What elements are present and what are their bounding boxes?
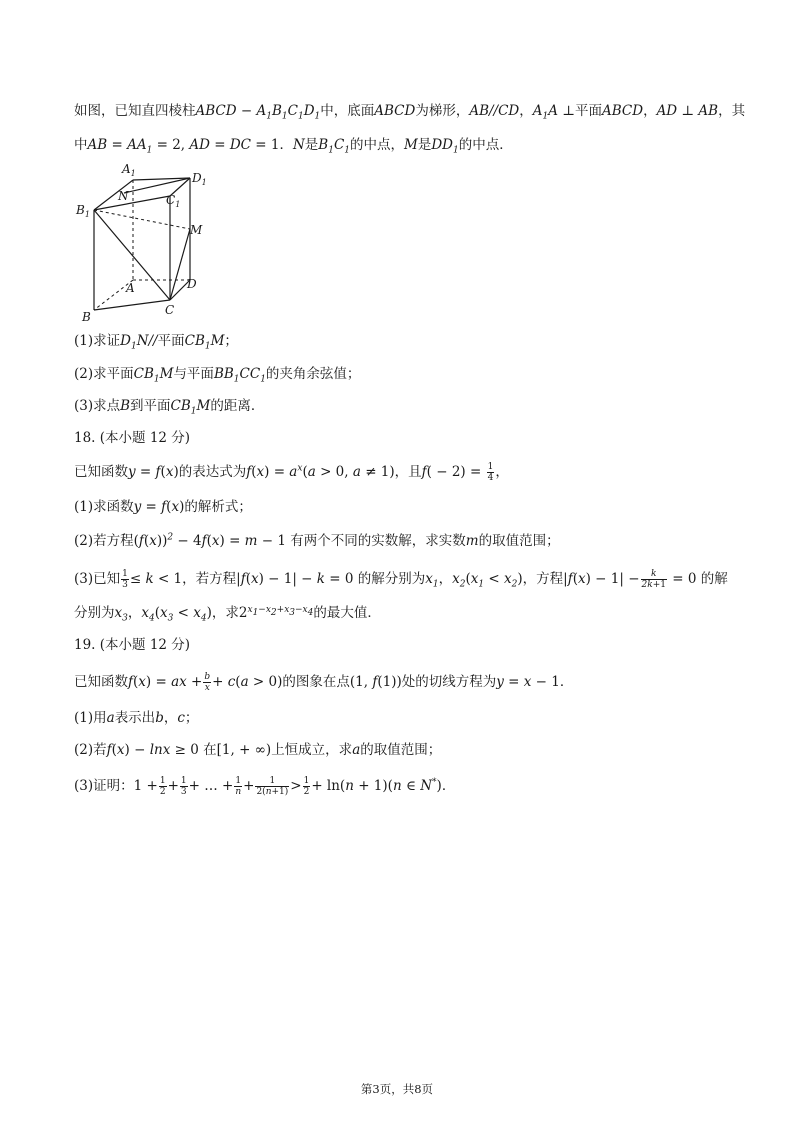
p19-header: 19. (本小题 12 分) bbox=[74, 637, 191, 653]
p18-q3: (3)已知 $\frac{1}{3}$ ≤ k < 1，若方程|f(x) − 1| − k = 0 的解分别为$x_1$，$x_2(x_1 < x_2)$，方程|f(x) − 1| − $\frac{k}{2k+1}$ = 0 的解 bbox=[74, 569, 728, 590]
p19-q2: (2)若f(x) − lnx ≥ 0 在[1, + ∞)上恒成立，求a的取值范围； bbox=[74, 742, 442, 758]
p19-stem: 已知函数f(x) = ax + $\frac{b}{x}$ + c(a > 0)的图象在点(1, f(1))处的切线方程为y = x − 1． bbox=[74, 672, 574, 693]
p17-q1: (1)求证$D_1N//$平面$CB_1M$； bbox=[74, 333, 238, 352]
p17-line1: 如图，已知直四棱柱ABCD − $A_1B_1C_1D_1$中，底面ABCD为梯形，AB//CD，$A_1A$ ⊥平面ABCD，AD ⊥ AB，其 bbox=[74, 103, 746, 122]
p19-q3: (3)证明：1 + $\frac{1}{2}$ + $\frac{1}{3}$ + … + $\frac{1}{n}$ + $\frac{1}{2(n+1)}$ > $\frac{1}{2}$ + ln(n + 1)(n ∈ N*)． bbox=[74, 776, 456, 797]
label-D1: $D_1$ bbox=[192, 171, 207, 187]
prism-figure bbox=[74, 158, 214, 328]
label-C1: $C_1$ bbox=[166, 193, 181, 209]
p17-line2: 中AB = $AA_1 = 2$, AD = DC = 1．N是$B_1C_1$的中点，M是$DD_1$的中点． bbox=[74, 137, 513, 156]
label-M: M bbox=[190, 223, 203, 237]
p18-q1: (1)求函数y = f(x)的解析式； bbox=[74, 499, 252, 515]
p17-q2: (2)求平面$CB_1M$与平面$BB_1CC_1$的夹角余弦值； bbox=[74, 366, 361, 385]
label-C: C bbox=[165, 303, 175, 317]
label-D: D bbox=[187, 277, 197, 291]
p17-q3: (3)求点B到平面$CB_1M$的距离． bbox=[74, 398, 265, 417]
p18-q2: (2)若方程$(f(x))^2 - 4f(x) = m - 1$ 有两个不同的实数解，求实数m的取值范围； bbox=[74, 532, 560, 549]
p18-q3-cont: 分别为$x_3$，$x_4(x_3 < x_4)$，求$2^{x_1-x_2+x_3-x_4}$的最大值． bbox=[74, 604, 381, 624]
math-prism: ABCD − $A_1B_1C_1D_1$ bbox=[195, 103, 321, 122]
edge-b1c1 bbox=[94, 196, 170, 210]
p18-stem: 已知函数y = f(x)的表达式为$f(x) = a^x(a > 0$, a ≠ 1)，且f( − 2) = $\frac{1}{4}$ ， bbox=[74, 462, 509, 483]
label-A: A bbox=[126, 281, 135, 295]
prism-diagram bbox=[74, 158, 214, 328]
p18-header: 18. (本小题 12 分) bbox=[74, 430, 191, 446]
label-B1: $B_1$ bbox=[76, 203, 90, 219]
p19-q1: (1)用a表示出b，c； bbox=[74, 710, 199, 726]
label-B: B bbox=[82, 310, 91, 324]
edge-bc bbox=[94, 300, 170, 310]
label-N: N bbox=[118, 189, 129, 203]
label-A1: $A_1$ bbox=[122, 162, 136, 178]
page-footer: 第3页，共8页 bbox=[360, 1082, 434, 1096]
